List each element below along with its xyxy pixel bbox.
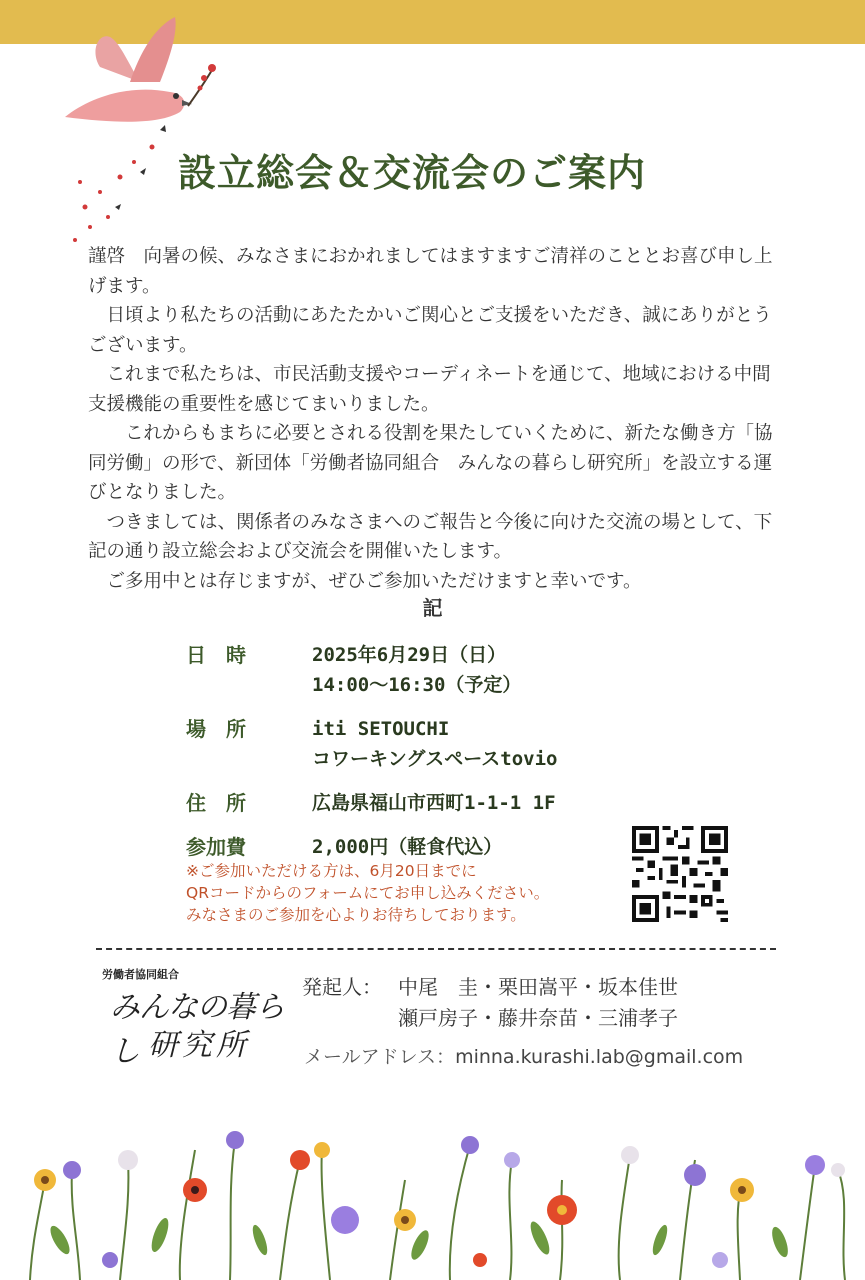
date-label: 日 時 bbox=[186, 643, 246, 667]
address-value: 広島県福山市西町1-1-1 1F bbox=[312, 792, 556, 814]
promoters bbox=[302, 972, 782, 1034]
place-label: 場 所 bbox=[186, 717, 246, 741]
letter-paragraph: これまで私たちは、市民活動支援やコーディネートを通じて、地域における中間支援機能の重要性を感じてまいりました。 bbox=[88, 364, 771, 415]
organization-logo bbox=[100, 964, 300, 1069]
date-row bbox=[186, 640, 558, 700]
letter-paragraph: ご多用中とは存じますが、ぜひご参加いただけますと幸いです。 bbox=[88, 570, 642, 592]
contact-email bbox=[304, 1042, 743, 1069]
ki-heading: 記 bbox=[422, 596, 443, 620]
email-label: メールアドレス： bbox=[304, 1046, 456, 1068]
date-value: 2025年6月29日（日） 14:00～16:30（予定） bbox=[312, 644, 522, 696]
letter-paragraph: つきましては、関係者のみなさまへのご報告と今後に向けた交流の場として、下記の通り設立総会および交流会を開催いたします。 bbox=[88, 511, 773, 562]
email-link[interactable]: minna.kurashi.lab@gmail.com bbox=[455, 1046, 744, 1068]
registration-note: ※ご参加いただける方は、6月20日までに QRコードからのフォームにてお申し込みください。 みなさまのご参加を心よりお待ちしております。 bbox=[186, 862, 550, 924]
address-row bbox=[186, 788, 558, 818]
qr-code-icon[interactable] bbox=[632, 826, 728, 922]
event-details bbox=[186, 640, 558, 876]
promoters-names-1: 中尾 圭・栗田嵩平・坂本佳世 bbox=[398, 975, 678, 999]
page-title: 設立総会＆交流会のご案内 bbox=[178, 151, 647, 195]
wildflowers-illustration-icon bbox=[0, 1120, 865, 1280]
place-row bbox=[186, 714, 558, 774]
logo-sub-text: 研究所 bbox=[148, 1028, 250, 1063]
address-label: 住 所 bbox=[186, 791, 246, 815]
fee-value: 2,000円（軽食代込） bbox=[312, 836, 503, 858]
fee-label: 参加費 bbox=[186, 835, 246, 859]
letter-paragraph: これからもまちに必要とされる役割を果たしていくために、新たな働き方「協同労働」の形で、新団体「労働者協同組合 みんなの暮らし研究所」を設立する運びとなりました。 bbox=[88, 423, 773, 503]
logo-main-text: みんなの暮らし bbox=[110, 990, 284, 1069]
promoters-label: 発起人： bbox=[302, 975, 382, 999]
bird-illustration-icon bbox=[60, 12, 230, 252]
divider-line bbox=[96, 948, 776, 950]
promoters-names-2: 瀬戸房子・藤井奈苗・三浦孝子 bbox=[398, 1006, 678, 1030]
logo-small-text: 労働者協同組合 bbox=[102, 968, 179, 981]
letter-paragraph: 謹啓 向暑の候、みなさまにおかれましてはますますご清祥のこととお喜び申し上げます。 bbox=[88, 246, 773, 297]
fee-row bbox=[186, 832, 558, 862]
greeting-letter bbox=[88, 242, 778, 596]
letter-paragraph: 日頃より私たちの活動にあたたかいご関心とご支援をいただき、誠にありがとうございます。 bbox=[88, 305, 772, 356]
place-value: iti SETOUCHI コワーキングスペースtovio bbox=[312, 718, 558, 770]
